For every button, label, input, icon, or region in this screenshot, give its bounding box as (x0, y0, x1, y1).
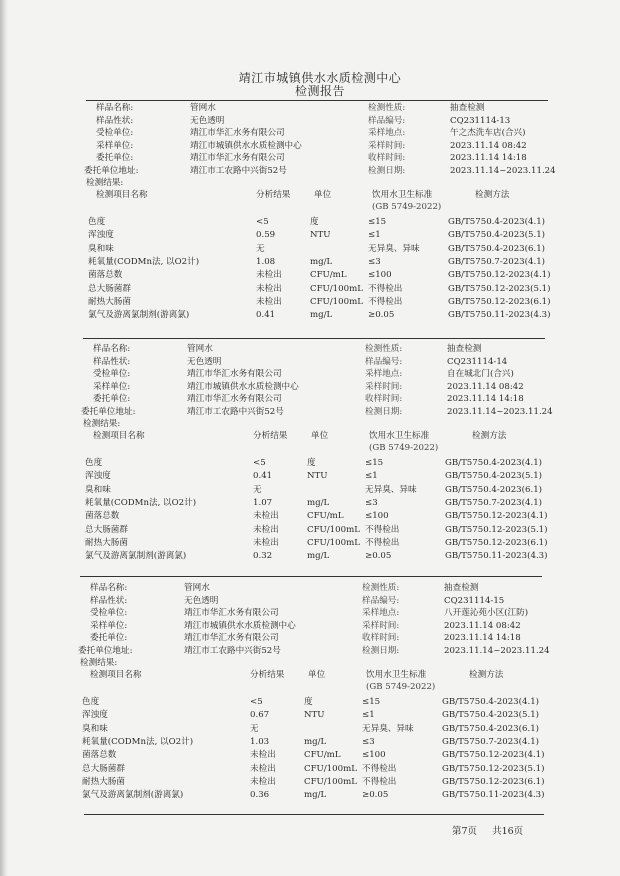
org-title: 靖江市城镇供水水质检测中心 (238, 71, 402, 85)
col-standard-header: 饮用水卫生标准 (372, 190, 433, 200)
result-item: 色度 (85, 458, 103, 468)
result-value: 未检出 (256, 270, 282, 281)
result-unit: CFU/mL (310, 270, 347, 281)
report-title: 检测报告 (294, 84, 345, 98)
result-row (0, 457, 620, 470)
col-standard-header: 饮用水卫生标准 (366, 670, 427, 680)
result-item: 氯气及游离氯制剂(游离氯) (88, 310, 190, 321)
result-method: GB/T5750.7-2023(4.1) (445, 497, 543, 508)
result-item: 臭和味 (85, 484, 111, 495)
result-item: 氯气及游离氯制剂(游离氯) (82, 790, 184, 801)
results-label: 检测结果: (86, 178, 124, 188)
info-row (0, 152, 620, 165)
result-item: 氯气及游离氯制剂(游离氯) (85, 551, 187, 562)
label-sample-no: 样品编号: (362, 595, 400, 606)
label-test-nature: 检测性质: (362, 583, 400, 593)
result-row (0, 269, 620, 282)
value-sampling-site: 自在城北门(合兴) (447, 369, 514, 379)
result-standard: ≤3 (368, 256, 381, 267)
result-method: GB/T5750.4-2023(5.1) (448, 230, 546, 241)
value-sampling-time: 2023.11.14 08:42 (447, 381, 524, 392)
section-rule (86, 100, 548, 101)
label-test-date: 检测日期: (368, 165, 406, 176)
value-test-date: 2023.11.14~2023.11.24 (450, 165, 556, 176)
result-row (0, 763, 620, 776)
result-row (0, 537, 620, 550)
value-test-date: 2023.11.14~2023.11.24 (447, 406, 553, 417)
label-test-date: 检测日期: (365, 406, 403, 417)
col-unit-header: 单位 (311, 431, 329, 441)
result-row (0, 550, 620, 563)
info-row (0, 406, 620, 419)
result-standard: ≤100 (362, 750, 386, 761)
result-value: 未检出 (250, 750, 276, 761)
result-row (0, 736, 620, 749)
result-value: 未检出 (253, 524, 279, 535)
result-unit: mg/L (304, 790, 327, 801)
value-test-nature: 抽查检测 (447, 344, 482, 354)
label-sample-no: 样品编号: (365, 356, 403, 367)
label-receive-time: 收样时间: (362, 633, 400, 643)
result-item: 浑浊度 (88, 230, 114, 241)
result-method: GB/T5750.12-2023(6.1) (445, 537, 548, 548)
info-row (0, 582, 620, 595)
value-sample-no: CQ231114-15 (444, 595, 505, 606)
result-item: 菌落总数 (85, 511, 120, 522)
result-item: 色度 (88, 217, 106, 227)
label-sampling-site: 采样地点: (362, 608, 400, 618)
result-row (0, 789, 620, 802)
col-result-header: 分析结果 (250, 670, 285, 680)
result-method: GB/T5750.4-2023(5.1) (445, 471, 543, 482)
label-sampling-unit: 采样单位: (96, 140, 134, 151)
value-client: 靖江市华汇水务有限公司 (190, 128, 285, 138)
result-value: 未检出 (250, 763, 276, 774)
result-unit: CFU/100mL (304, 763, 357, 774)
result-value: <5 (256, 217, 269, 227)
result-unit: CFU/100mL (307, 537, 360, 548)
value-receive-time: 2023.11.14 14:18 (450, 153, 527, 163)
label-client: 受检单位: (90, 608, 128, 618)
result-unit: CFU/100mL (310, 296, 363, 307)
result-method: GB/T5750.12-2023(5.1) (448, 283, 551, 294)
result-item: 总大肠菌群 (88, 283, 131, 294)
value-sample-no: CQ231114-14 (447, 356, 508, 367)
info-row (0, 140, 620, 153)
results-label: 检测结果: (80, 658, 118, 668)
value-entrust-unit: 靖江市华汇水务有限公司 (187, 394, 282, 404)
result-row (0, 696, 620, 709)
result-method: GB/T5750.12-2023(4.1) (442, 750, 545, 761)
result-row (0, 484, 620, 497)
result-unit: CFU/100mL (304, 776, 357, 787)
result-unit: mg/L (310, 310, 333, 321)
label-receive-time: 收样时间: (368, 153, 406, 163)
result-item: 浑浊度 (85, 471, 111, 482)
result-value: 0.59 (256, 230, 276, 241)
result-item: 耐热大肠菌 (85, 537, 128, 548)
info-row (0, 343, 620, 356)
result-method: GB/T5750.12-2023(5.1) (445, 524, 548, 535)
info-row (0, 607, 620, 620)
label-sampling-unit: 采样单位: (90, 620, 128, 631)
result-standard: 无异臭、异味 (368, 243, 420, 254)
result-item: 总大肠菌群 (82, 763, 125, 774)
result-method: GB/T5750.11-2023(4.3) (445, 551, 548, 562)
result-value: 0.41 (253, 471, 273, 482)
result-unit: mg/L (307, 551, 330, 562)
result-method: GB/T5750.4-2023(6.1) (442, 723, 540, 734)
results-label: 检测结果: (83, 419, 121, 429)
label-sampling-time: 采样时间: (368, 140, 406, 151)
result-value: 0.67 (250, 710, 270, 721)
result-item: 菌落总数 (88, 270, 123, 281)
value-receive-time: 2023.11.14 14:18 (444, 633, 521, 643)
result-item: 浑浊度 (82, 710, 108, 721)
result-unit: CFU/100mL (307, 524, 360, 535)
value-client: 靖江市华汇水务有限公司 (184, 608, 279, 618)
result-value: 未检出 (253, 537, 279, 548)
info-row (0, 381, 620, 394)
label-receive-time: 收样时间: (365, 394, 403, 404)
bottom-rule (84, 814, 544, 815)
col-result-header: 分析结果 (253, 431, 288, 441)
result-method: GB/T5750.11-2023(4.3) (442, 790, 545, 801)
value-sample-no: CQ231114-13 (450, 115, 511, 126)
result-value: 0.41 (256, 310, 276, 321)
section-rule (80, 576, 542, 577)
value-sample-name: 管网水 (190, 103, 216, 113)
result-standard: ≥0.05 (368, 310, 395, 321)
label-test-nature: 检测性质: (368, 103, 406, 113)
label-sampling-unit: 采样单位: (93, 381, 131, 392)
value-entrust-address: 靖江市工农路中兴街52号 (184, 645, 281, 656)
info-row (0, 393, 620, 406)
result-value: 1.08 (256, 256, 276, 267)
result-value: 1.03 (250, 736, 270, 747)
label-client: 受检单位: (93, 369, 131, 379)
result-item: 总大肠菌群 (85, 524, 128, 535)
info-row (0, 102, 620, 115)
result-method: GB/T5750.4-2023(4.1) (442, 697, 540, 707)
col-item-header: 检测项目名称 (96, 190, 148, 200)
page-number: 第7页 (452, 826, 478, 837)
result-row (0, 776, 620, 789)
result-unit: mg/L (307, 497, 330, 508)
section-rule (83, 338, 545, 339)
label-entrust-address: 委托单位地址: (84, 165, 139, 176)
value-sampling-time: 2023.11.14 08:42 (444, 620, 521, 631)
result-standard: 不得检出 (368, 283, 403, 294)
result-row (0, 524, 620, 537)
result-value: 无 (256, 243, 265, 254)
value-entrust-address: 靖江市工农路中兴街52号 (190, 165, 287, 176)
result-item: 耐热大肠菌 (82, 776, 125, 787)
col-standard-code: (GB 5749-2022) (369, 443, 439, 453)
result-row (0, 309, 620, 322)
label-sample-no: 样品编号: (368, 115, 406, 126)
info-row (0, 356, 620, 369)
result-item: 耗氧量(CODMn法, 以O2计) (82, 736, 194, 747)
result-standard: 不得检出 (362, 763, 397, 774)
result-item: 臭和味 (88, 243, 114, 254)
value-sample-nature: 无色透明 (184, 595, 219, 606)
results-header (0, 669, 620, 682)
result-method: GB/T5750.12-2023(5.1) (442, 763, 545, 774)
col-standard-code: (GB 5749-2022) (372, 202, 442, 212)
result-value: 无 (250, 723, 259, 734)
result-standard: ≥0.05 (362, 790, 389, 801)
col-standard-header: 饮用水卫生标准 (369, 431, 430, 441)
result-method: GB/T5750.4-2023(6.1) (445, 484, 543, 495)
result-method: GB/T5750.4-2023(4.1) (445, 458, 543, 468)
col-method-header: 检测方法 (472, 431, 507, 441)
result-method: GB/T5750.4-2023(5.1) (442, 710, 540, 721)
result-row (0, 243, 620, 256)
result-row (0, 283, 620, 296)
result-method: GB/T5750.7-2023(4.1) (448, 256, 546, 267)
result-row (0, 216, 620, 229)
result-unit: mg/L (310, 256, 333, 267)
result-row (0, 709, 620, 722)
result-standard: 不得检出 (368, 296, 403, 307)
result-value: 未检出 (256, 283, 282, 294)
value-test-date: 2023.11.14~2023.11.24 (444, 645, 550, 656)
result-standard: 不得检出 (362, 776, 397, 787)
value-sample-name: 管网水 (187, 344, 213, 354)
result-item: 耗氧量(CODMn法, 以O2计) (85, 497, 197, 508)
result-unit: CFU/mL (307, 511, 344, 522)
value-entrust-unit: 靖江市华汇水务有限公司 (184, 633, 279, 643)
value-entrust-unit: 靖江市华汇水务有限公司 (190, 153, 285, 163)
label-sample-nature: 样品性状: (93, 356, 131, 367)
page-footer (452, 823, 535, 837)
result-unit: CFU/100mL (310, 283, 363, 294)
result-value: 0.36 (250, 790, 270, 801)
label-test-date: 检测日期: (362, 645, 400, 656)
info-row (0, 115, 620, 128)
value-sampling-unit: 靖江市城镇供水水质检测中心 (190, 140, 302, 151)
col-unit-header: 单位 (308, 670, 326, 680)
value-sample-nature: 无色透明 (190, 115, 225, 126)
result-unit: 度 (310, 217, 319, 227)
results-header (0, 430, 620, 443)
value-entrust-address: 靖江市工农路中兴街52号 (187, 406, 284, 417)
value-test-nature: 抽查检测 (444, 583, 479, 593)
result-unit: CFU/mL (304, 750, 341, 761)
result-item: 臭和味 (82, 723, 108, 734)
result-unit: mg/L (304, 736, 327, 747)
value-sample-nature: 无色透明 (187, 356, 222, 367)
result-unit: NTU (304, 710, 325, 721)
result-item: 色度 (82, 697, 100, 707)
info-row (0, 165, 620, 178)
result-value: <5 (250, 697, 263, 707)
result-value: 未检出 (250, 776, 276, 787)
result-standard: ≤1 (368, 230, 381, 241)
result-value: 0.32 (253, 551, 273, 562)
label-entrust-unit: 委托单位: (96, 153, 134, 163)
info-row (0, 368, 620, 381)
result-standard: ≤15 (362, 697, 381, 707)
value-sample-name: 管网水 (184, 583, 210, 593)
result-standard: ≤1 (365, 471, 378, 482)
result-standard: ≤100 (368, 270, 392, 281)
info-row (0, 595, 620, 608)
result-value: 无 (253, 484, 262, 495)
result-row (0, 229, 620, 242)
result-standard: ≤1 (362, 710, 375, 721)
result-standard: 不得检出 (365, 537, 400, 548)
result-method: GB/T5750.12-2023(4.1) (445, 511, 548, 522)
result-method: GB/T5750.12-2023(6.1) (442, 776, 545, 787)
result-unit: 度 (304, 697, 313, 707)
value-test-nature: 抽查检测 (450, 103, 485, 113)
result-method: GB/T5750.12-2023(6.1) (448, 296, 551, 307)
col-item-header: 检测项目名称 (93, 431, 145, 441)
label-sample-name: 样品名称: (90, 583, 128, 593)
result-unit: NTU (307, 471, 328, 482)
info-row (0, 127, 620, 140)
label-sampling-time: 采样时间: (365, 381, 403, 392)
result-standard: 无异臭、异味 (365, 484, 417, 495)
info-row (0, 645, 620, 658)
results-header (0, 189, 620, 202)
result-standard: ≤15 (368, 217, 387, 227)
label-sample-nature: 样品性状: (96, 115, 134, 126)
label-sample-name: 样品名称: (96, 103, 134, 113)
result-unit: NTU (310, 230, 331, 241)
result-value: <5 (253, 458, 266, 468)
label-entrust-address: 委托单位地址: (81, 406, 136, 417)
result-standard: ≤3 (365, 497, 378, 508)
result-method: GB/T5750.12-2023(4.1) (448, 270, 551, 281)
page-total: 共16页 (492, 826, 524, 837)
col-standard-code: (GB 5749-2022) (366, 682, 436, 692)
result-method: GB/T5750.4-2023(4.1) (448, 217, 546, 227)
result-value: 未检出 (253, 511, 279, 522)
col-item-header: 检测项目名称 (90, 670, 142, 680)
result-standard: 不得检出 (365, 524, 400, 535)
result-standard: ≥0.05 (365, 551, 392, 562)
label-sampling-site: 采样地点: (365, 369, 403, 379)
result-item: 菌落总数 (82, 750, 117, 761)
result-row (0, 256, 620, 269)
value-sampling-unit: 靖江市城镇供水水质检测中心 (184, 620, 296, 631)
result-value: 未检出 (256, 296, 282, 307)
value-sampling-site: 八开莲沁苑小区(江防) (444, 608, 529, 618)
label-sample-nature: 样品性状: (90, 595, 128, 606)
info-row (0, 620, 620, 633)
result-row (0, 470, 620, 483)
result-standard: ≤100 (365, 511, 389, 522)
col-method-header: 检测方法 (469, 670, 504, 680)
value-sampling-time: 2023.11.14 08:42 (450, 140, 527, 151)
col-unit-header: 单位 (314, 190, 332, 200)
result-row (0, 723, 620, 736)
col-result-header: 分析结果 (256, 190, 291, 200)
label-test-nature: 检测性质: (365, 344, 403, 354)
result-method: GB/T5750.4-2023(6.1) (448, 243, 546, 254)
result-standard: ≤3 (362, 736, 375, 747)
value-sampling-site: 午之杰洗车店(合兴) (450, 128, 526, 138)
label-entrust-unit: 委托单位: (93, 394, 131, 404)
result-method: GB/T5750.7-2023(4.1) (442, 736, 540, 747)
info-row (0, 632, 620, 645)
value-receive-time: 2023.11.14 14:18 (447, 394, 524, 404)
result-row (0, 296, 620, 309)
result-standard: ≤15 (365, 458, 384, 468)
result-unit: 度 (307, 458, 316, 468)
label-sample-name: 样品名称: (93, 344, 131, 354)
label-sampling-time: 采样时间: (362, 620, 400, 631)
result-value: 1.07 (253, 497, 273, 508)
result-standard: 无异臭、异味 (362, 723, 414, 734)
result-row (0, 510, 620, 523)
result-row (0, 497, 620, 510)
label-entrust-unit: 委托单位: (90, 633, 128, 643)
result-item: 耐热大肠菌 (88, 296, 131, 307)
value-client: 靖江市华汇水务有限公司 (187, 369, 282, 379)
label-client: 受检单位: (96, 128, 134, 138)
label-sampling-site: 采样地点: (368, 128, 406, 138)
value-sampling-unit: 靖江市城镇供水水质检测中心 (187, 381, 299, 392)
label-entrust-address: 委托单位地址: (78, 645, 133, 656)
col-method-header: 检测方法 (475, 190, 510, 200)
result-row (0, 749, 620, 762)
result-item: 耗氧量(CODMn法, 以O2计) (88, 256, 200, 267)
result-method: GB/T5750.11-2023(4.3) (448, 310, 551, 321)
